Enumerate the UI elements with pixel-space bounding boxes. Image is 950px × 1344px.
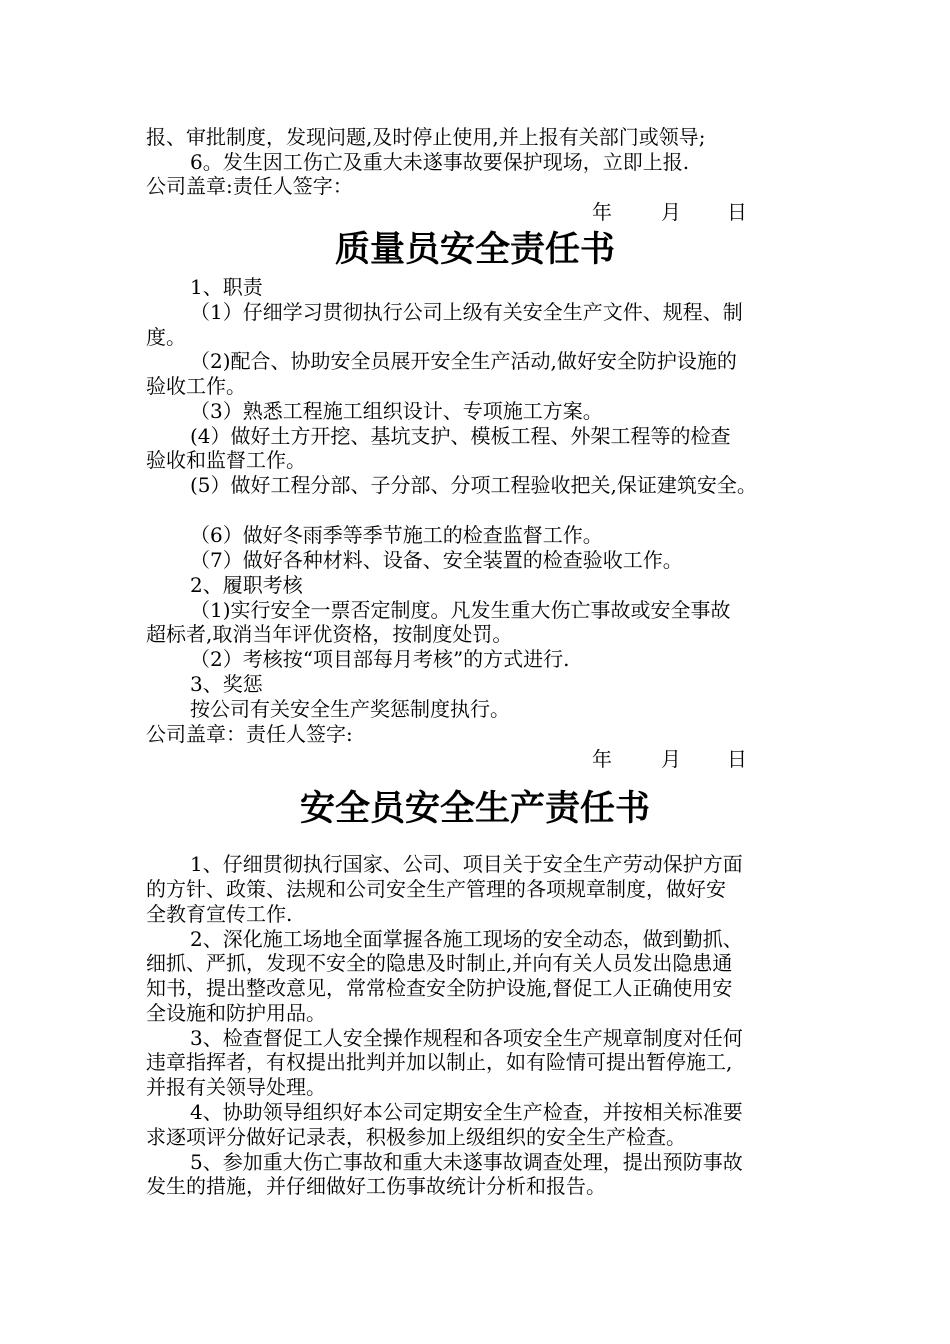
paragraph-line: （3）熟悉工程施工组织设计、专项施工方案。 bbox=[190, 399, 603, 423]
paragraph-line: 1、仔细贯彻执行国家、公司、项目关于安全生产劳动保护方面 bbox=[190, 852, 743, 876]
paragraph-line: 并报有关领导处理。 bbox=[146, 1075, 326, 1099]
paragraph-line: （2)配合、协助安全员展开安全生产活动,做好安全防护设施的 bbox=[190, 349, 737, 373]
paragraph-line: 4、协助领导组织好本公司定期安全生产检查，并按相关标准要 bbox=[190, 1100, 743, 1124]
paragraph-line: 2、深化施工场地全面掌握各施工现场的安全动态，做到勤抓、 bbox=[190, 927, 743, 951]
section-title: 质量员安全责任书 bbox=[334, 229, 615, 270]
paragraph-line: (5）做好工程分部、子分部、分项工程验收把关,保证建筑安全。 bbox=[190, 473, 757, 497]
paragraph-line: 验收工作。 bbox=[146, 374, 246, 398]
paragraph-line: 细抓、严抓，发现不安全的隐患及时制止,并向有关人员发出隐患通 bbox=[146, 951, 733, 975]
paragraph-line: （1）仔细学习贯彻执行公司上级有关安全生产文件、规程、制 bbox=[190, 300, 743, 324]
heading-line: 1、职责 bbox=[190, 275, 263, 299]
heading-line: 2、履职考核 bbox=[190, 573, 303, 597]
paragraph-line: 6。发生因工伤亡及重大未遂事故要保护现场，立即上报. bbox=[190, 150, 690, 174]
paragraph-line: 违章指挥者，有权提出批判并加以制止，如有险情可提出暂停施工, bbox=[146, 1050, 733, 1074]
paragraph-line: 3、检查督促工人安全操作规程和各项安全生产规章制度对任何 bbox=[190, 1026, 743, 1050]
paragraph-line: 的方针、政策、法规和公司安全生产管理的各项规章制度，做好安 bbox=[146, 877, 726, 901]
date-month: 月 bbox=[661, 747, 681, 771]
paragraph-line: 报、审批制度，发现问题,及时停止使用,并上报有关部门或领导; bbox=[146, 125, 706, 149]
paragraph-line: （6）做好冬雨季等季节施工的检查监督工作。 bbox=[190, 523, 603, 547]
paragraph-line: (4）做好土方开挖、基坑支护、模板工程、外架工程等的检查 bbox=[190, 424, 731, 448]
date-year: 年 bbox=[592, 200, 612, 224]
date-year: 年 bbox=[592, 747, 612, 771]
date-day: 日 bbox=[727, 200, 747, 224]
paragraph-line: 度。 bbox=[146, 325, 186, 349]
signature-line: 公司盖章：责任人签字: bbox=[146, 722, 353, 746]
paragraph-line: 发生的措施，并仔细做好工伤事故统计分析和报告。 bbox=[146, 1174, 606, 1198]
paragraph-line: 验收和监督工作。 bbox=[146, 448, 306, 472]
heading-line: 3、奖惩 bbox=[190, 672, 263, 696]
paragraph-line: 全教育宣传工作. bbox=[146, 902, 293, 926]
paragraph-line: 按公司有关安全生产奖惩制度执行。 bbox=[190, 697, 510, 721]
paragraph-line: 知书，提出整改意见，常常检查安全防护设施,督促工人正确使用安 bbox=[146, 976, 733, 1000]
paragraph-line: 求逐项评分做好记录表，积极参加上级组织的安全生产检查。 bbox=[146, 1125, 686, 1149]
paragraph-line: 全设施和防护用品。 bbox=[146, 1001, 326, 1025]
paragraph-line: 5、参加重大伤亡事故和重大未遂事故调查处理，提出预防事故 bbox=[190, 1150, 743, 1174]
date-month: 月 bbox=[661, 200, 681, 224]
paragraph-line: （1)实行安全一票否定制度。凡发生重大伤亡事故或安全事故 bbox=[190, 598, 731, 622]
section-title: 安全员安全生产责任书 bbox=[299, 788, 650, 829]
paragraph-line: （7）做好各种材料、设备、安全装置的检查验收工作。 bbox=[190, 548, 683, 572]
signature-line: 公司盖章:责任人签字： bbox=[146, 174, 353, 198]
date-day: 日 bbox=[727, 747, 747, 771]
paragraph-line: （2）考核按“项目部每月考核”的方式进行. bbox=[190, 647, 570, 671]
paragraph-line: 超标者,取消当年评优资格，按制度处罚。 bbox=[146, 622, 513, 646]
